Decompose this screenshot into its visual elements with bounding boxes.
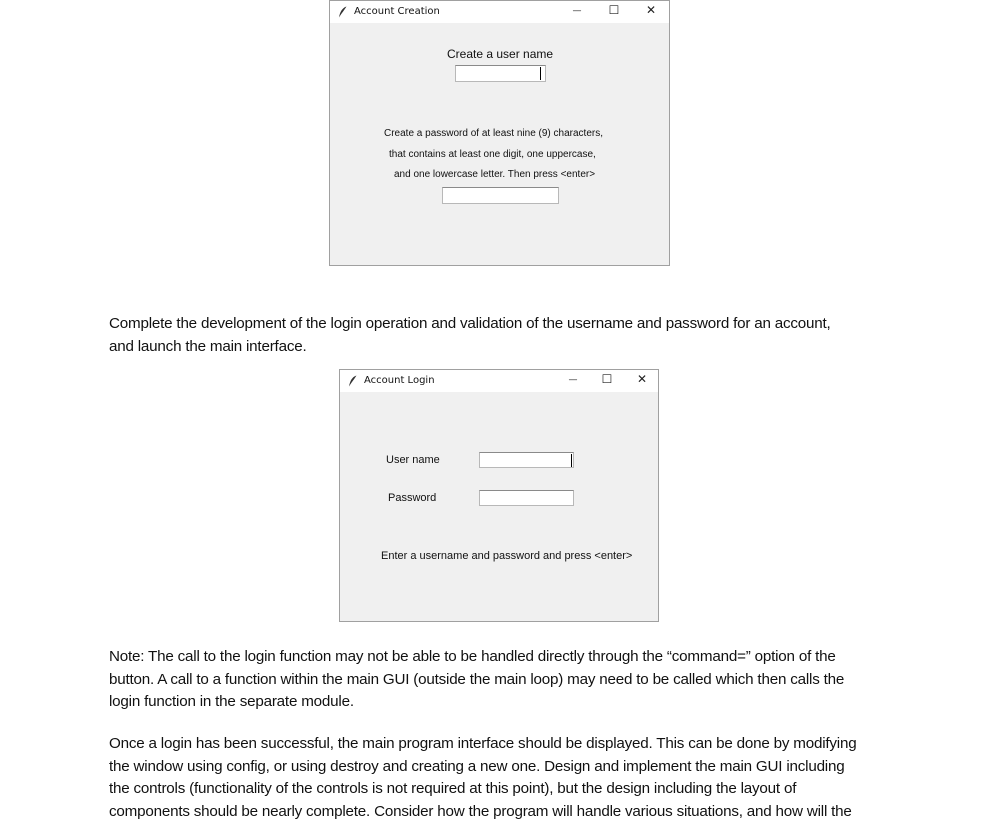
title-bar[interactable] — [330, 1, 669, 23]
maximize-button[interactable]: ☐ — [608, 3, 620, 17]
text-cursor — [540, 67, 541, 80]
paragraph-line-1: Once a login has been successful, the main program interface should be displayed. This can be done by modifying — [109, 735, 857, 752]
paragraph-line-4: components should be nearly complete. Consider how the program will handle various situations, and how will the — [109, 802, 852, 820]
window-title: Account Login — [364, 375, 435, 386]
create-username-input[interactable] — [455, 65, 546, 82]
text-cursor — [571, 454, 572, 467]
maximize-button[interactable]: ☐ — [601, 372, 613, 386]
password-input[interactable] — [479, 490, 574, 506]
paragraph-line-2: the window using config, or using destroy and creating a new one. Design and implement the main GUI including — [109, 757, 845, 775]
account-creation-window — [329, 0, 670, 266]
paragraph-line-3: the controls (functionality of the controls is not required at this point), but the design including the layout of — [109, 780, 797, 797]
password-instructions-line-3: and one lowercase letter. Then press <enter> — [394, 169, 596, 180]
username-label: User name — [386, 454, 440, 466]
minimize-button[interactable]: — — [572, 6, 582, 16]
account-login-window — [339, 369, 659, 622]
login-hint: Enter a username and password and press <enter> — [381, 550, 633, 562]
note-text — [109, 646, 909, 714]
feather-icon — [348, 375, 358, 387]
password-label: Password — [388, 492, 437, 504]
username-prompt: Create a user name — [447, 47, 554, 61]
title-bar[interactable] — [340, 370, 658, 392]
feather-icon — [338, 6, 348, 18]
instruction-line-2: and launch the main interface. — [109, 337, 307, 355]
window-title: Account Creation — [354, 6, 440, 17]
password-instructions-line-2: that contains at least one digit, one uppercase, — [389, 149, 596, 160]
close-button[interactable]: ✕ — [636, 372, 648, 386]
password-instructions-line-1: Create a password of at least nine (9) characters, — [384, 128, 603, 139]
note-line-1: Note: The call to the login function may not be able to be handled directly through the “command=” option of the — [109, 648, 836, 665]
main-gui-paragraph — [109, 733, 909, 823]
note-line-3: login function in the separate module. — [109, 693, 354, 710]
instruction-text — [109, 313, 909, 358]
username-input[interactable] — [479, 452, 574, 468]
instruction-line-1: Complete the development of the login operation and validation of the username and password for an account, — [109, 315, 831, 332]
close-button[interactable]: ✕ — [645, 3, 657, 17]
minimize-button[interactable]: — — [568, 375, 578, 385]
create-password-input[interactable] — [442, 187, 559, 204]
note-line-2: button. A call to a function within the main GUI (outside the main loop) may need to be called which then calls the — [109, 670, 845, 688]
